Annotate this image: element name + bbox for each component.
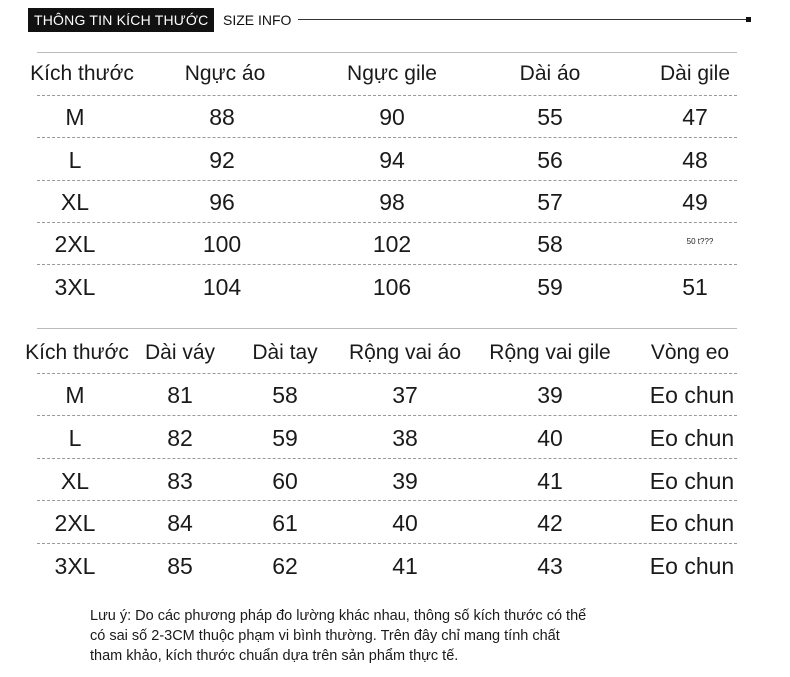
note-line: tham khảo, kích thước chuẩn dựa trên sản phẩm thực tế. [90,648,459,664]
table2-cell: 3XL [54,553,96,579]
table2-cell: 41 [392,553,418,579]
table2-cell: L [68,425,82,451]
table2-cell: Eo chun [649,382,735,408]
table2-cell: 41 [537,468,563,494]
table2-cell: 38 [392,425,418,451]
table2-divider [37,373,737,374]
table1-cell: 106 [372,274,412,300]
table1-divider [37,180,737,181]
table1-cell: 92 [209,147,235,173]
note-line: có sai số 2-3CM thuộc phạm vi bình thường. Trên đây chỉ mang tính chất [90,628,560,644]
table2-cell: Eo chun [649,425,735,451]
table2-cell: 81 [167,382,193,408]
table1-cell: 2XL [54,231,96,257]
table1-cell: 57 [537,189,563,215]
table2-cell: 40 [392,510,418,536]
table1-top-rule [37,52,737,53]
table2-divider [37,415,737,416]
table1-header-size: Kích thước [30,62,134,85]
table1-cell: 55 [537,104,563,130]
table1-cell: 47 [682,104,708,130]
table2-divider [37,500,737,501]
table1-cell: 90 [379,104,405,130]
table1-header-vest-length: Dài gile [659,62,731,85]
table2-header-shoulder-vest: Rộng vai gile [489,341,611,364]
table1-divider [37,137,737,138]
table2-cell: 59 [272,425,298,451]
table2-cell: 85 [167,553,193,579]
table1-header-chest: Ngực áo [184,62,266,85]
header-line [298,19,748,20]
table2-cell: M [65,382,85,408]
table1-cell: 104 [202,274,242,300]
table2-cell: 62 [272,553,298,579]
table2-cell: 60 [272,468,298,494]
table2-header-size: Kích thước [25,341,129,364]
table2-cell: Eo chun [649,553,735,579]
table2-cell: 39 [392,468,418,494]
table1-cell: 49 [682,189,708,215]
note-line: Lưu ý: Do các phương pháp đo lường khác nhau, thông số kích thước có thể [90,608,587,624]
table1-cell: M [65,104,85,130]
table2-cell: 42 [537,510,563,536]
table1-cell: 56 [537,147,563,173]
header-title: THÔNG TIN KÍCH THƯỚC [28,8,214,32]
table2-header-shoulder-top: Rộng vai áo [348,341,462,364]
table2-cell: 43 [537,553,563,579]
table2-top-rule [37,328,737,329]
table2-cell: XL [60,468,90,494]
table2-divider [37,458,737,459]
table1-cell: 59 [537,274,563,300]
table1-header-vest-chest: Ngực gile [347,62,437,85]
table1-cell: 102 [372,231,412,257]
table1-header-top-length: Dài áo [519,62,581,85]
table2-cell: 2XL [54,510,96,536]
table1-cell: 88 [209,104,235,130]
table1-cell: 3XL [54,274,96,300]
table2-cell: 39 [537,382,563,408]
table1-cell: XL [60,189,90,215]
table2-cell: 37 [392,382,418,408]
table1-cell: 96 [209,189,235,215]
table1-cell: 51 [682,274,708,300]
header-dot [746,17,751,22]
table1-cell: 58 [537,231,563,257]
table2-cell: 84 [167,510,193,536]
table1-cell: 48 [682,147,708,173]
table2-cell: Eo chun [649,510,735,536]
table2-header-waist: Vòng eo [650,341,730,364]
table1-divider [37,95,737,96]
table2-cell: 40 [537,425,563,451]
table1-cell: 100 [202,231,242,257]
table1-divider [37,222,737,223]
table1-cell-garbled: 50 t??? [686,237,714,246]
table2-header-sleeve-length: Dài tay [252,341,318,364]
header-subtitle: SIZE INFO [223,12,292,28]
table2-cell: 58 [272,382,298,408]
table1-cell: 98 [379,189,405,215]
section-header [28,8,758,32]
table2-cell: 83 [167,468,193,494]
measurement-note [90,606,730,666]
table2-cell: 61 [272,510,298,536]
table1-divider [37,264,737,265]
table2-header-skirt-length: Dài váy [144,341,216,364]
table1-cell: L [68,147,82,173]
table2-cell: Eo chun [649,468,735,494]
table1-cell: 94 [379,147,405,173]
table2-divider [37,543,737,544]
table2-cell: 82 [167,425,193,451]
